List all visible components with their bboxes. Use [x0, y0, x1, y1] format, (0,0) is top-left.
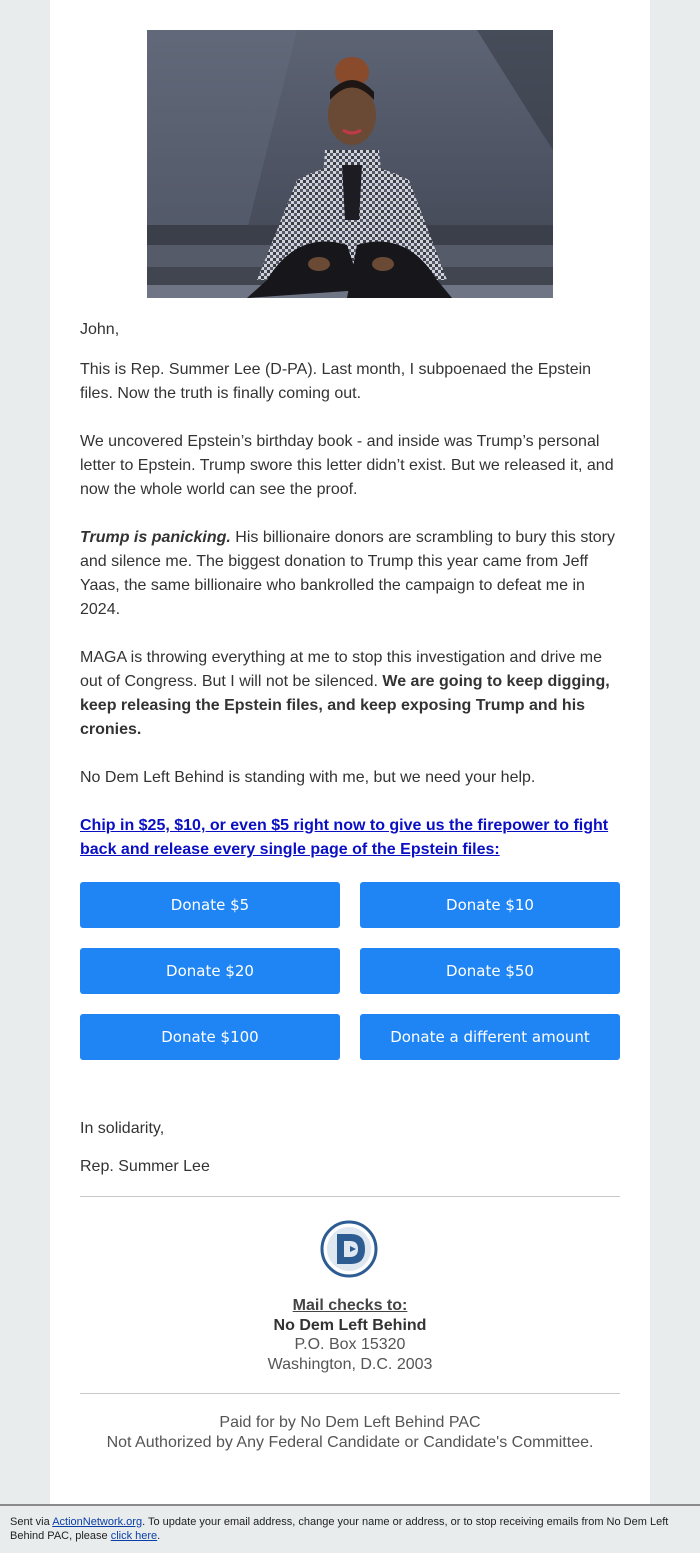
donate-button-grid — [80, 882, 620, 1060]
mail-org-name: No Dem Left Behind — [273, 1316, 427, 1334]
divider — [80, 1196, 620, 1197]
closing: In solidarity, — [80, 1120, 165, 1137]
email-footer — [0, 1504, 700, 1553]
footer-suffix: . — [157, 1529, 161, 1542]
ndlb-logo-icon — [320, 1220, 378, 1278]
donate-other-amount-button[interactable]: Donate a different amount — [360, 1014, 620, 1060]
footer-prefix: Sent via — [10, 1516, 53, 1528]
footer-unsubscribe-text: . To update your email address, change your name or address, or to stop receiving emails from No Dem Left Behind PAC, please — [10, 1516, 669, 1542]
click-here-link[interactable]: click here — [110, 1529, 158, 1542]
donate-5-button[interactable]: Donate $5 — [80, 882, 340, 928]
actionnetwork-link[interactable]: ActionNetwork.org — [52, 1516, 143, 1528]
paragraph-birthday-book: We uncovered Epstein’s birthday book - and inside was Trump’s personal letter to Epstein. Trump swore this letter didn’t exist. But we released it, and now the whole world can see the proof. — [80, 433, 614, 498]
donate-10-button[interactable]: Donate $10 — [360, 882, 620, 928]
paid-for-line: Paid for by No Dem Left Behind PAC — [219, 1414, 481, 1431]
email-card — [50, 0, 650, 1504]
greeting: John, — [80, 321, 120, 338]
paid-for-disclaimer — [80, 1413, 620, 1453]
paragraph-intro: This is Rep. Summer Lee (D-PA). Last month, I subpoenaed the Epstein files. Now the truth is finally coming out. — [80, 361, 592, 402]
paragraph-panicking — [80, 526, 620, 622]
donate-20-button[interactable]: Donate $20 — [80, 948, 340, 994]
paragraph-maga-bold: We are going to keep digging, keep releasing the Epstein files, and keep exposing Trump and his cronies. — [80, 673, 610, 738]
mail-city: Washington, D.C. 2003 — [267, 1355, 433, 1373]
hero-photo — [147, 30, 553, 298]
paragraph-help: No Dem Left Behind is standing with me, but we need your help. — [80, 769, 536, 786]
signature-name: Rep. Summer Lee — [80, 1158, 210, 1175]
paragraph-maga — [80, 646, 620, 742]
mail-checks-heading: Mail checks to: — [292, 1297, 408, 1314]
paragraph-panicking-text: His billionaire donors are scrambling to bury this story and silence me. The biggest donation to Trump this year came from Jeff Yaas, the same billionaire who bankrolled the campaign to defeat me in 2024. — [80, 529, 615, 618]
not-authorized-line: Not Authorized by Any Federal Candidate or Candidate's Committee. — [106, 1434, 594, 1451]
donate-100-button[interactable]: Donate $100 — [80, 1014, 340, 1060]
donate-50-button[interactable]: Donate $50 — [360, 948, 620, 994]
mailing-address — [80, 1296, 620, 1374]
chip-in-link[interactable]: Chip in $25, $10, or even $5 right now to give us the firepower to fight back and release every single page of the Epstein files: — [80, 817, 609, 858]
signoff — [80, 1117, 620, 1179]
divider — [80, 1393, 620, 1394]
emphasis-trump-panicking: Trump is panicking. — [80, 529, 231, 546]
letter-body — [80, 318, 620, 886]
hero-photo-illustration — [147, 30, 553, 298]
paragraph-maga-text: MAGA is throwing everything at me to stop this investigation and drive me out of Congress. But I will not be silenced. — [80, 649, 603, 690]
mail-po-box: P.O. Box 15320 — [294, 1336, 406, 1353]
